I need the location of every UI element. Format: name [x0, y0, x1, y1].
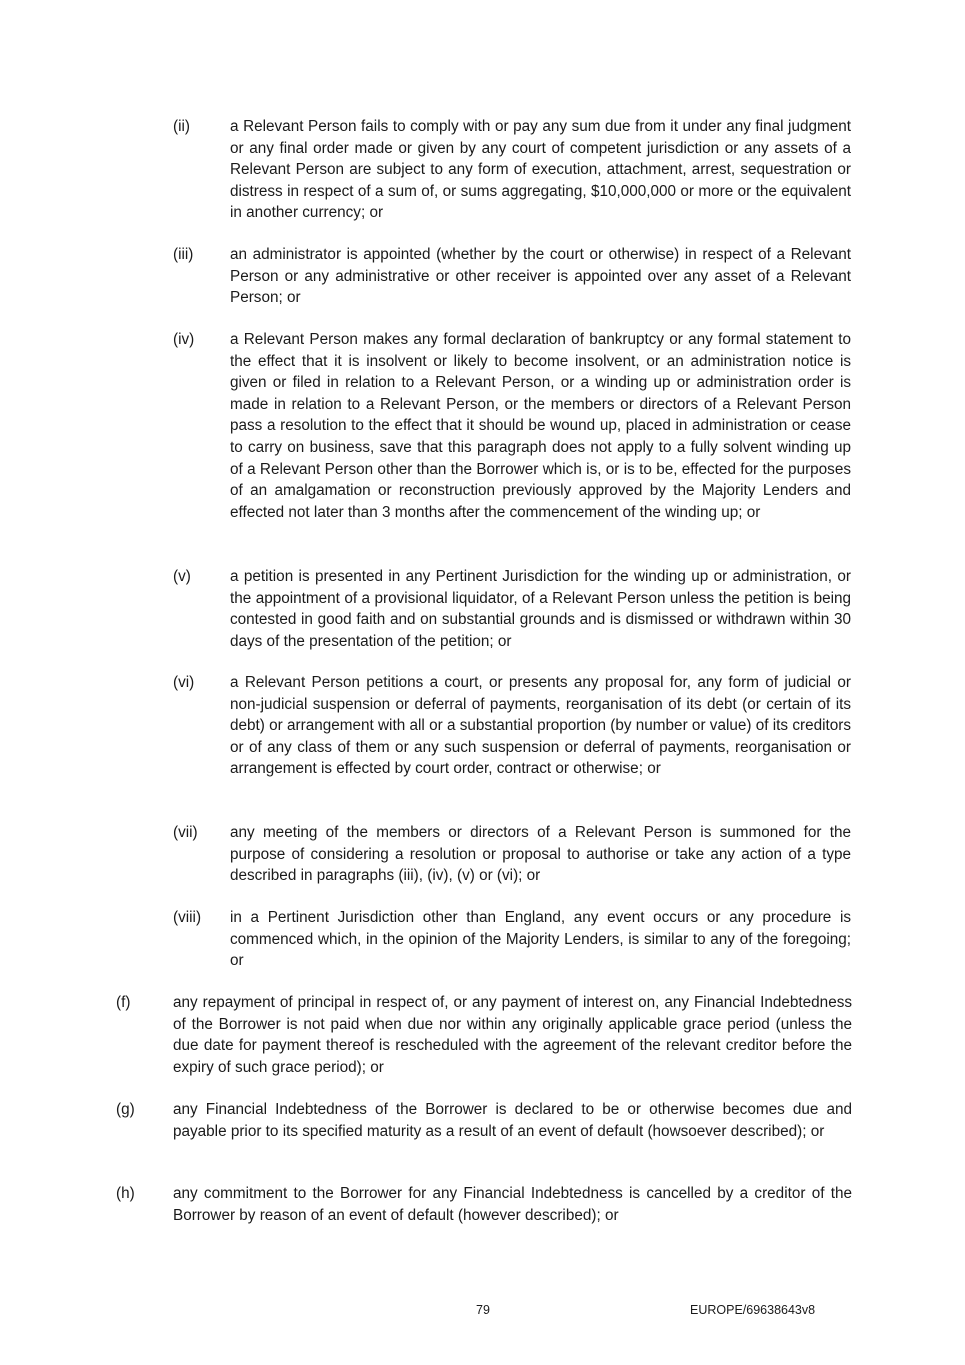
clause-label: (g)	[116, 1101, 135, 1118]
clause-label: (ii)	[173, 118, 190, 135]
clause-label: (h)	[116, 1185, 135, 1202]
clause-label: (f)	[116, 994, 131, 1011]
clause-label: (vii)	[173, 824, 198, 841]
clause-text: any Financial Indebtedness of the Borrower is declared to be or otherwise becomes due and payable prior to its specified maturity as a result of an event of default (howsoever described); or	[173, 1101, 852, 1140]
clause-text: any repayment of principal in respect of, or any payment of interest on, any Financial Indebtedness of the Borrower is not paid when due nor within any originally applicable grace period (unless the due date for payment thereof is rescheduled with the agreement of the relevant creditor before the expiry of such grace period); or	[173, 994, 852, 1076]
clause-text: a Relevant Person petitions a court, or presents any proposal for, any form of judicial or non-judicial suspension or deferral of payments, reorganisation of its debt (or certain of its debt) or arrangement with all or a substantial proportion (by number or value) of its creditors or of any class of them or any such suspension or deferral of payments, reorganisation or arrangement is effected by court order, contract or otherwise; or	[230, 674, 851, 778]
clause-text: any meeting of the members or directors of a Relevant Person is summoned for the purpose of considering a resolution or proposal to authorise or take any action of a type described in paragraphs (iii), (iv), (v) or (vi); or	[230, 824, 851, 885]
clause-text: any commitment to the Borrower for any Financial Indebtedness is cancelled by a creditor of the Borrower by reason of an event of default (however described); or	[173, 1185, 852, 1224]
clause-label: (iv)	[173, 331, 195, 348]
clause-text: in a Pertinent Jurisdiction other than England, any event occurs or any procedure is commenced which, in the opinion of the Majority Lenders, is similar to any of the foregoing; or	[230, 909, 851, 970]
clause-label: (v)	[173, 568, 191, 585]
clause-label: (iii)	[173, 246, 194, 263]
clause-label: (vi)	[173, 674, 195, 691]
clause-text: an administrator is appointed (whether by the court or otherwise) in respect of a Relevant Person or any administrative or other receiver is appointed over any asset of a Relevant Person; or	[230, 246, 851, 307]
clause-text: a Relevant Person makes any formal declaration of bankruptcy or any formal statement to the effect that it is insolvent or likely to become insolvent, or an administration notice is given or filed in relation to a Relevant Person, or a winding up or administration order is made in relation to a Relevant Person, or the members or directors of a Relevant Person pass a resolution to the effect that it should be wound up, placed in administration or cease to carry on business, save that this paragraph does not apply to a fully solvent winding up of a Relevant Person other than the Borrower which is, or is to be, effected for the purposes of an amalgamation or reconstruction previously approved by the Majority Lenders and effected not later than 3 months after the commencement of the winding up; or	[230, 331, 851, 521]
document-reference: EUROPE/69638643v8	[690, 1303, 816, 1317]
clause-label: (viii)	[173, 909, 202, 926]
clause-text: a Relevant Person fails to comply with or pay any sum due from it under any final judgment or any final order made or given by any court of competent jurisdiction or any assets of a Relevant Person are subject to any form of execution, attachment, arrest, sequestration or distress in respect of a sum of, or sums aggregating, $10,000,000 or more or the equivalent in another currency; or	[230, 118, 851, 222]
page-number: 79	[476, 1303, 490, 1317]
clause-text: a petition is presented in any Pertinent Jurisdiction for the winding up or administration, or the appointment of a provisional liquidator, of a Relevant Person unless the petition is being contested in good faith and on substantial grounds and is dismissed or withdrawn within 30 days of the presentation of the petition; or	[230, 568, 851, 650]
